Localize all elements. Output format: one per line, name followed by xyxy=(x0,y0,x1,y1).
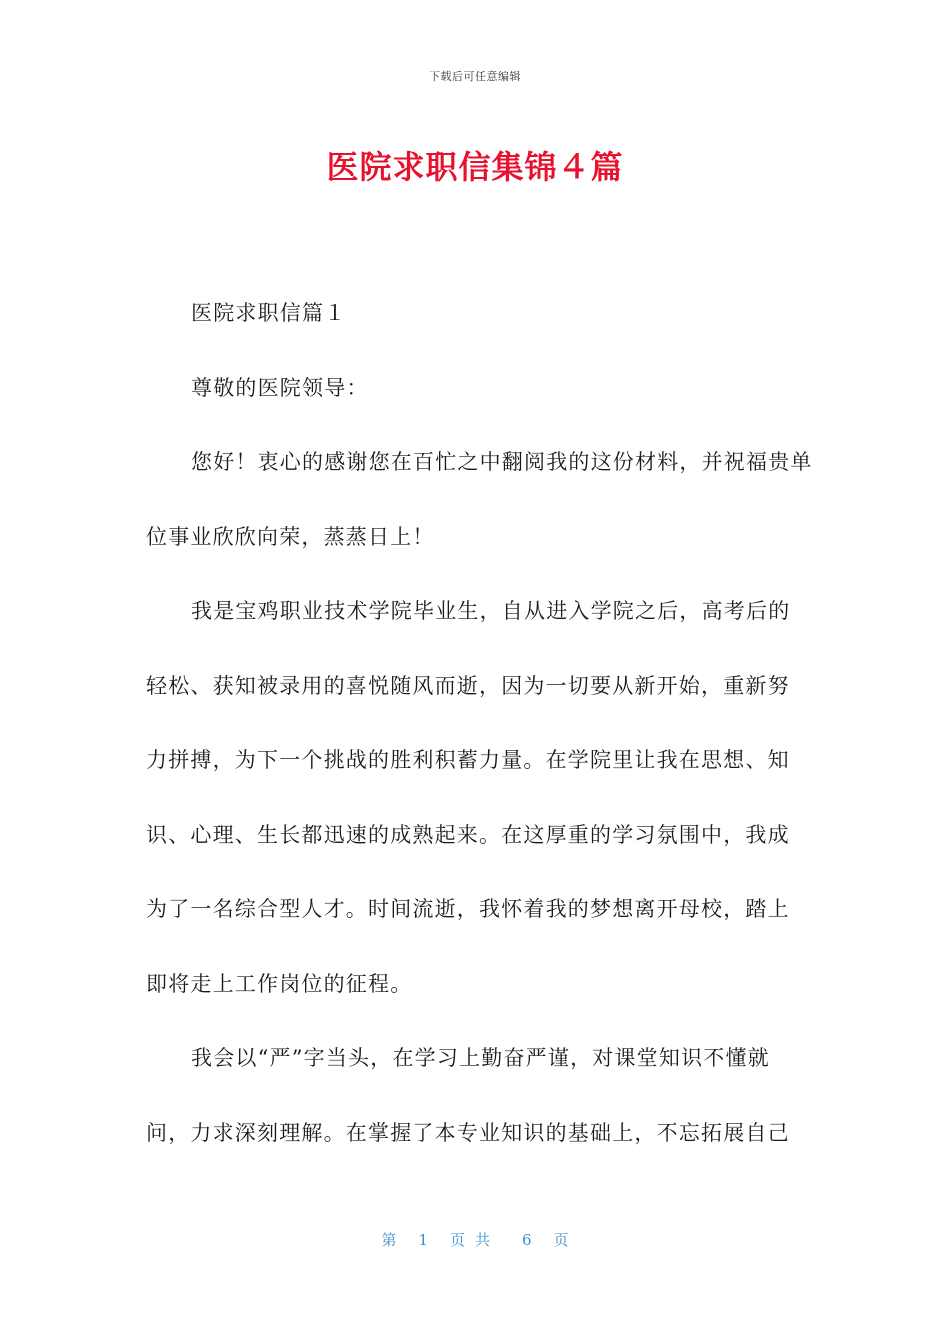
paragraph-line: 我会以“严”字当头，在学习上勤奋严谨，对课堂知识不懂就 xyxy=(191,1046,770,1070)
paragraph-line: 我是宝鸡职业技术学院毕业生，自从进入学院之后，高考后的 xyxy=(191,599,791,623)
page-footer xyxy=(0,1229,950,1250)
footer-page-suffix: 页 xyxy=(553,1231,569,1249)
section-heading: 医院求职信篇１ xyxy=(191,301,347,325)
footer-page-current: 1 xyxy=(418,1231,428,1249)
paragraph-line: 即将走上工作岗位的征程。 xyxy=(146,971,413,996)
paragraph-line: 您好！衷心的感谢您在百忙之中翻阅我的这份材料，并祝福贵单 xyxy=(191,450,813,474)
paragraph-line: 位事业欣欣向荣，蒸蒸日上！ xyxy=(146,524,435,549)
footer-page-prefix: 第 xyxy=(381,1231,397,1249)
paragraph-line: 为了一名综合型人才。时间流逝，我怀着我的梦想离开母校，踏上 xyxy=(146,897,790,921)
document-body xyxy=(146,276,813,1170)
paragraph-line: 识、心理、生长都迅速的成熟起来。在这厚重的学习氛围中，我成 xyxy=(146,822,790,847)
header-note: 下载后可任意编辑 xyxy=(429,70,521,83)
paragraph-line: 问，力求深刻理解。在掌握了本专业知识的基础上，不忘拓展自己 xyxy=(146,1120,790,1145)
document-title: 医院求职信集锦４篇 xyxy=(326,148,624,186)
footer-page-total: 6 xyxy=(522,1231,532,1249)
paragraph-line: 力拼搏，为下一个挑战的胜利积蓄力量。在学院里让我在思想、知 xyxy=(146,748,790,772)
salutation: 尊敬的医院领导： xyxy=(191,375,369,400)
footer-page-mid: 页共 xyxy=(449,1231,500,1249)
paragraph-line: 轻松、获知被录用的喜悦随风而逝，因为一切要从新开始，重新努 xyxy=(146,673,790,698)
